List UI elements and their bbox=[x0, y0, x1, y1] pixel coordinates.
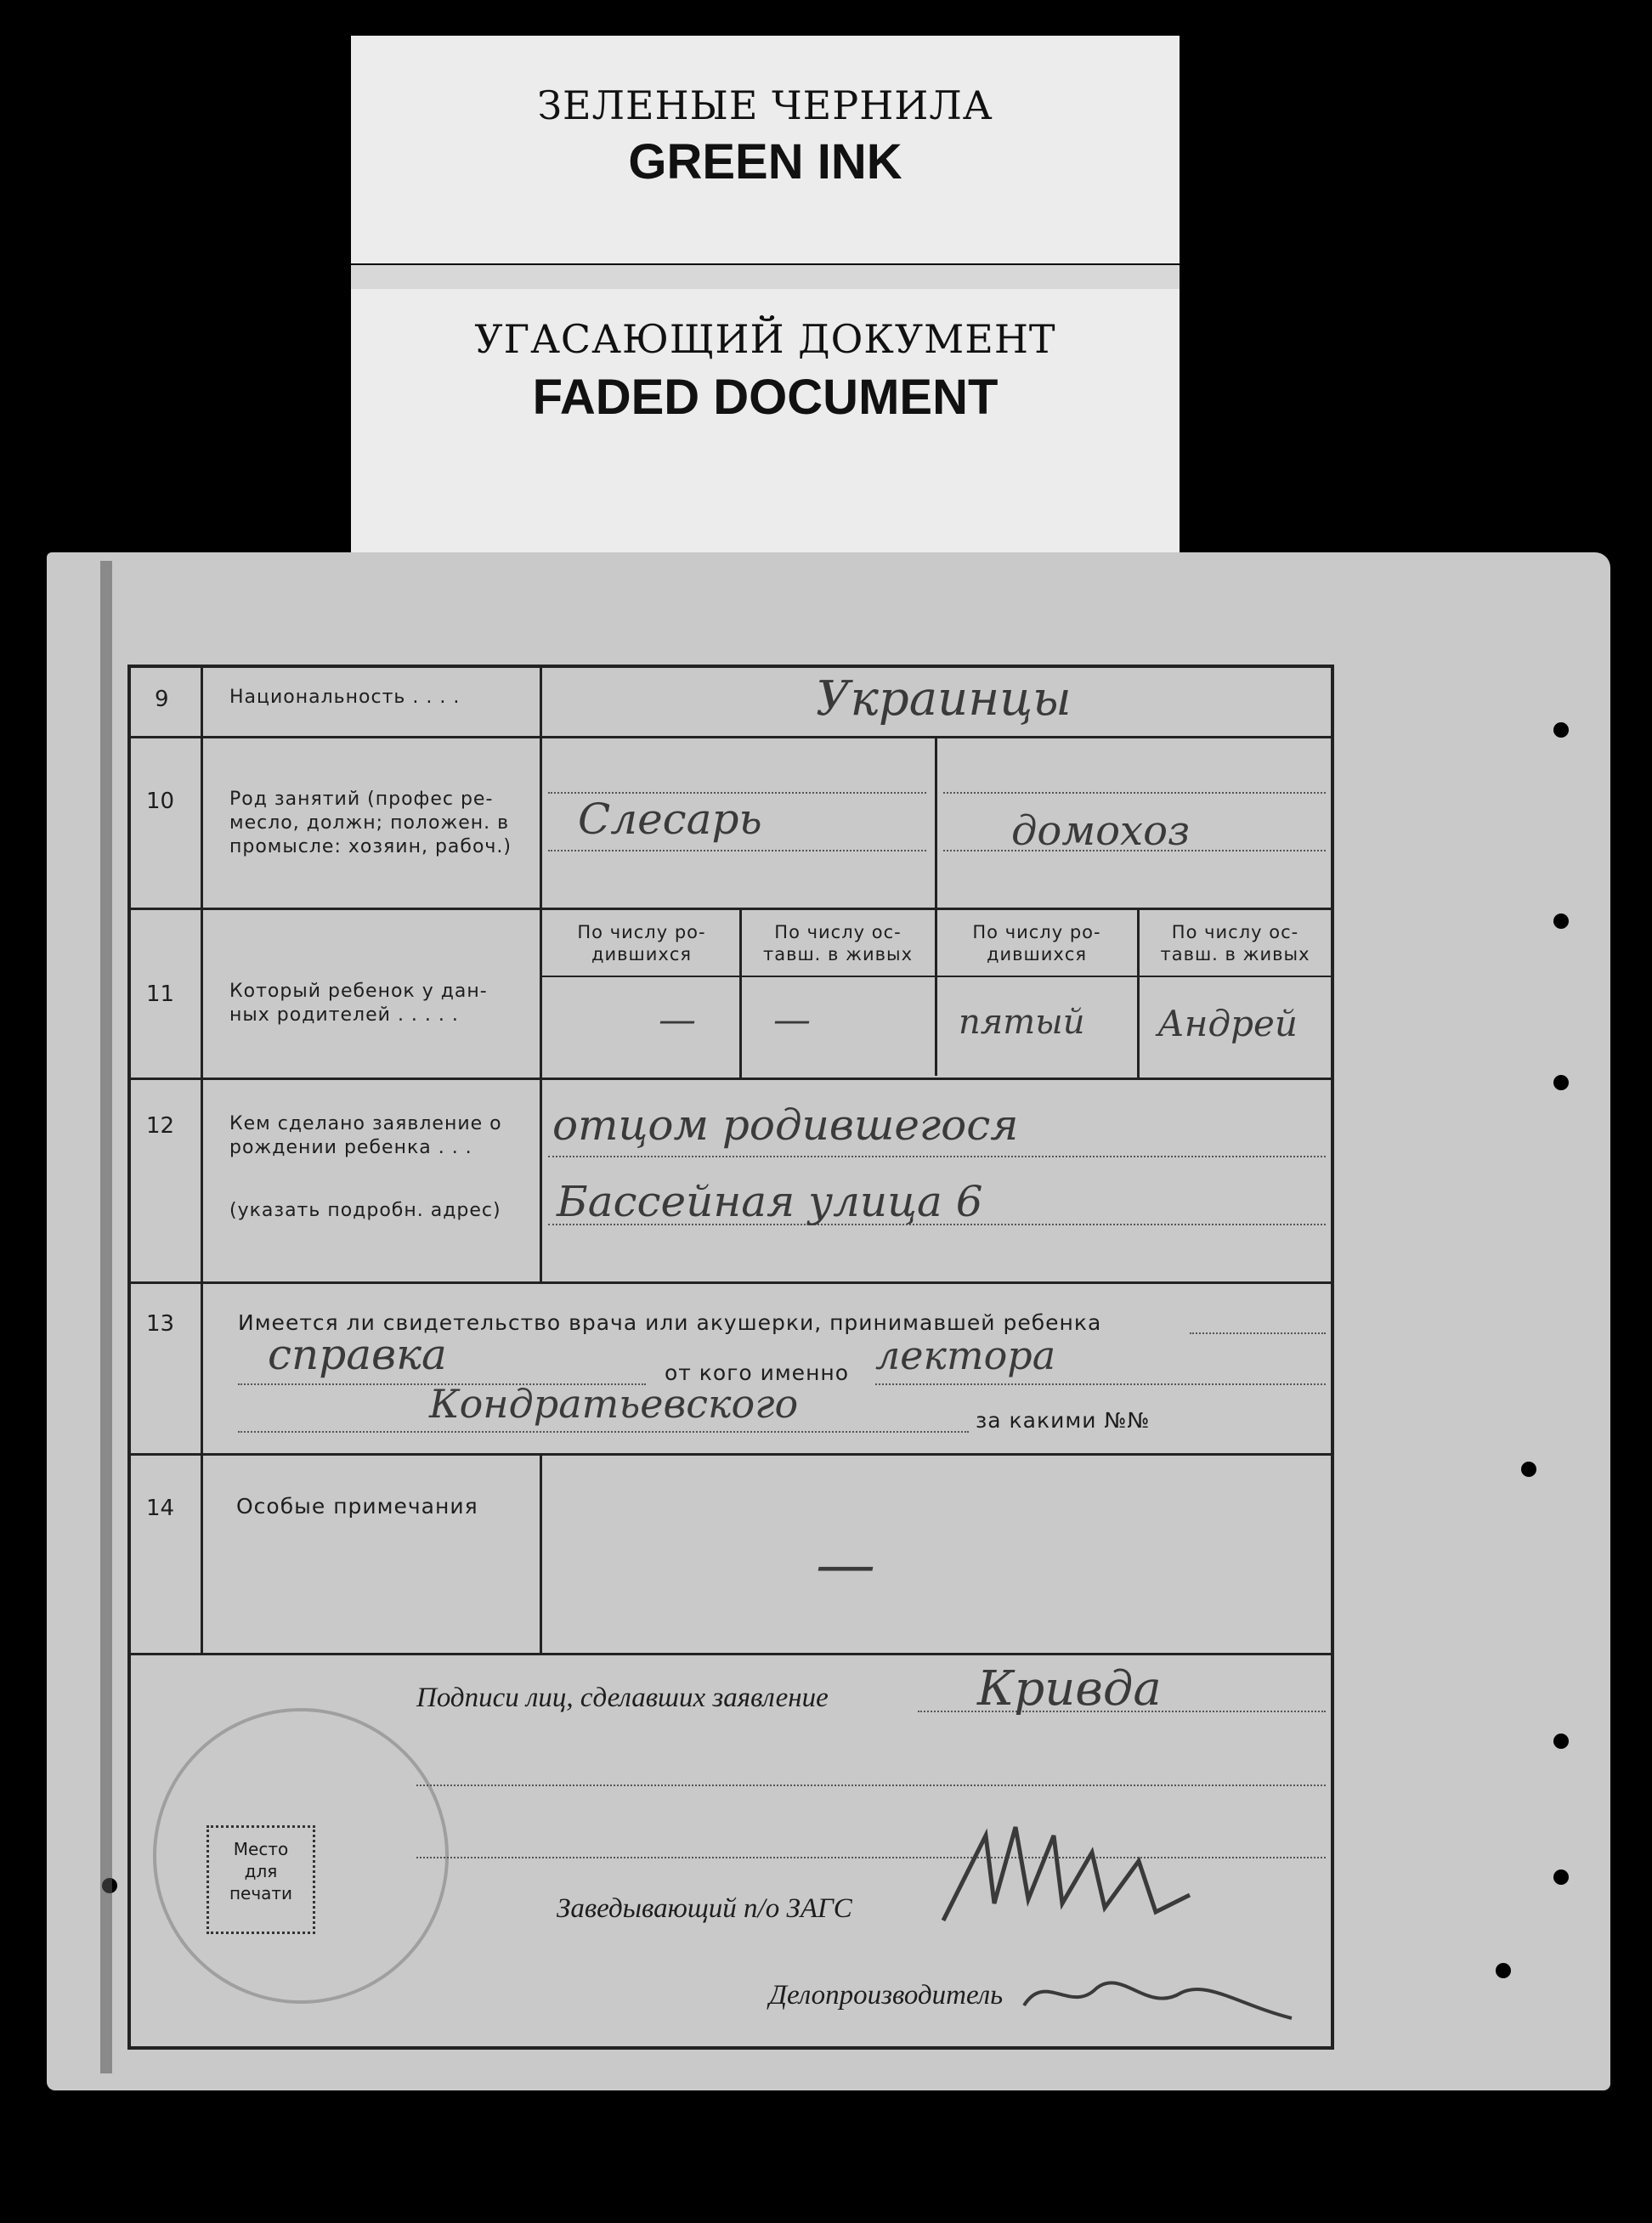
row-11-value-2: — bbox=[773, 998, 811, 1042]
row-14-number: 14 bbox=[146, 1496, 175, 1521]
row-10-number: 10 bbox=[146, 789, 175, 814]
grid-line bbox=[127, 1281, 1334, 1284]
applicants-signature-label: Подписи лиц, сделавших заявление bbox=[416, 1683, 829, 1713]
head-signature bbox=[935, 1802, 1241, 1937]
row-12-label-2: рождении ребенка . . . bbox=[229, 1137, 472, 1158]
grid-line bbox=[127, 1453, 1334, 1456]
green-ink-tag bbox=[351, 36, 1180, 263]
grid-line bbox=[1331, 665, 1334, 2050]
row-14-value: — bbox=[816, 1530, 875, 1599]
row-10-label-1: Род занятий (профес ре- bbox=[229, 789, 494, 810]
tag-divider bbox=[351, 265, 1180, 289]
grid-line bbox=[127, 1653, 1334, 1655]
row-11-header-2 bbox=[742, 921, 934, 965]
punch-hole bbox=[1521, 1462, 1536, 1477]
punch-hole bbox=[1553, 1869, 1569, 1885]
row-11-value-4: Андрей bbox=[1157, 1003, 1298, 1044]
faded-document-tag bbox=[351, 289, 1180, 552]
row-11-number: 11 bbox=[146, 981, 175, 1007]
row-12-value-1: отцом родившегося bbox=[552, 1100, 1019, 1150]
grid-line bbox=[127, 1078, 1334, 1080]
row-13-value-3: Кондратьевского bbox=[429, 1381, 799, 1427]
row-13-value-2: лектора bbox=[875, 1332, 1056, 1378]
grid-line bbox=[127, 908, 1334, 910]
grid-line bbox=[127, 665, 131, 2050]
header-line: тавш. в живых bbox=[762, 944, 914, 964]
row-9-label: Национальность . . . . bbox=[229, 687, 461, 708]
row-12-value-2: Бассейная улица 6 bbox=[557, 1177, 983, 1226]
dotted-line bbox=[548, 850, 926, 851]
dotted-line bbox=[238, 1431, 969, 1433]
grid-line bbox=[127, 665, 1334, 668]
grid-line bbox=[127, 2046, 1334, 2050]
row-11-header-3 bbox=[937, 921, 1136, 965]
grid-line bbox=[127, 736, 1334, 738]
row-11-header-1 bbox=[544, 921, 739, 965]
dotted-line bbox=[875, 1383, 1326, 1385]
dotted-line bbox=[943, 792, 1326, 794]
faded-document-en: FADED DOCUMENT bbox=[532, 370, 999, 425]
dotted-line bbox=[548, 792, 926, 794]
row-13-number: 13 bbox=[146, 1311, 175, 1337]
grid-line bbox=[540, 1453, 542, 1654]
row-9-value: Украинцы bbox=[816, 671, 1072, 727]
grid-line bbox=[540, 665, 542, 1281]
dotted-line bbox=[548, 1156, 1326, 1157]
stamp-place-line: Место bbox=[233, 1839, 289, 1859]
row-13-question: Имеется ли свидетельство врача или акушерки, принимавшей ребенка bbox=[238, 1310, 1102, 1335]
row-11-label-1: Который ребенок у дан- bbox=[229, 981, 488, 1002]
header-line: По числу ос- bbox=[1171, 922, 1299, 942]
row-11-value-3: пятый bbox=[959, 1003, 1085, 1042]
green-ink-ru: ЗЕЛЕНЫЕ ЧЕРНИЛА bbox=[537, 82, 993, 128]
punch-hole bbox=[1496, 1963, 1511, 1978]
row-14-label: Особые примечания bbox=[236, 1494, 478, 1519]
clerk-label: Делопроизводитель bbox=[769, 1980, 1004, 2011]
grid-line bbox=[542, 976, 1334, 977]
row-13-numbers-label: за какими №№ bbox=[976, 1408, 1151, 1433]
header-line: По числу ос- bbox=[774, 922, 902, 942]
row-9-number: 9 bbox=[155, 687, 169, 712]
row-10-mother-value: домохоз bbox=[1011, 807, 1191, 855]
row-12-label-3: (указать подробн. адрес) bbox=[229, 1200, 501, 1221]
header-line: По числу ро- bbox=[972, 922, 1101, 942]
punch-hole bbox=[1553, 1075, 1569, 1090]
dotted-line bbox=[416, 1785, 1326, 1786]
faded-document-ru: УГАСАЮЩИЙ ДОКУМЕНТ bbox=[474, 316, 1056, 362]
grid-line bbox=[935, 736, 937, 1076]
header-line: дившихся bbox=[986, 944, 1087, 964]
row-10-label-3: промысле: хозяин, рабоч.) bbox=[229, 836, 512, 857]
row-12-label-1: Кем сделано заявление о bbox=[229, 1113, 502, 1134]
grid-line bbox=[201, 665, 203, 1655]
applicant-signature: Кривда bbox=[977, 1661, 1162, 1717]
row-13-from-label: от кого именно bbox=[665, 1360, 850, 1385]
head-of-zags-label: Заведывающий п/о ЗАГС bbox=[557, 1893, 852, 1924]
row-11-label-2: ных родителей . . . . . bbox=[229, 1004, 459, 1026]
dotted-line bbox=[1190, 1332, 1326, 1334]
row-12-number: 12 bbox=[146, 1113, 175, 1139]
row-11-header-4 bbox=[1140, 921, 1331, 965]
row-13-value-1: справка bbox=[268, 1330, 447, 1379]
punch-hole bbox=[1553, 722, 1569, 738]
clerk-signature bbox=[1020, 1954, 1309, 2031]
row-10-label-2: месло, должн; положен. в bbox=[229, 812, 510, 834]
header-line: По числу ро- bbox=[577, 922, 706, 942]
header-line: тавш. в живых bbox=[1160, 944, 1310, 964]
green-ink-en: GREEN INK bbox=[628, 134, 902, 189]
binding-shadow bbox=[100, 561, 112, 2073]
stamp-place-box bbox=[206, 1825, 315, 1934]
row-10-father-value: Слесарь bbox=[578, 795, 762, 844]
row-11-value-1: — bbox=[659, 998, 696, 1042]
header-line: дившихся bbox=[591, 944, 692, 964]
punch-hole bbox=[1553, 1734, 1569, 1749]
stamp-place-line: печати bbox=[229, 1883, 293, 1903]
stamp-place-line: для bbox=[244, 1861, 278, 1881]
punch-hole bbox=[1553, 914, 1569, 929]
